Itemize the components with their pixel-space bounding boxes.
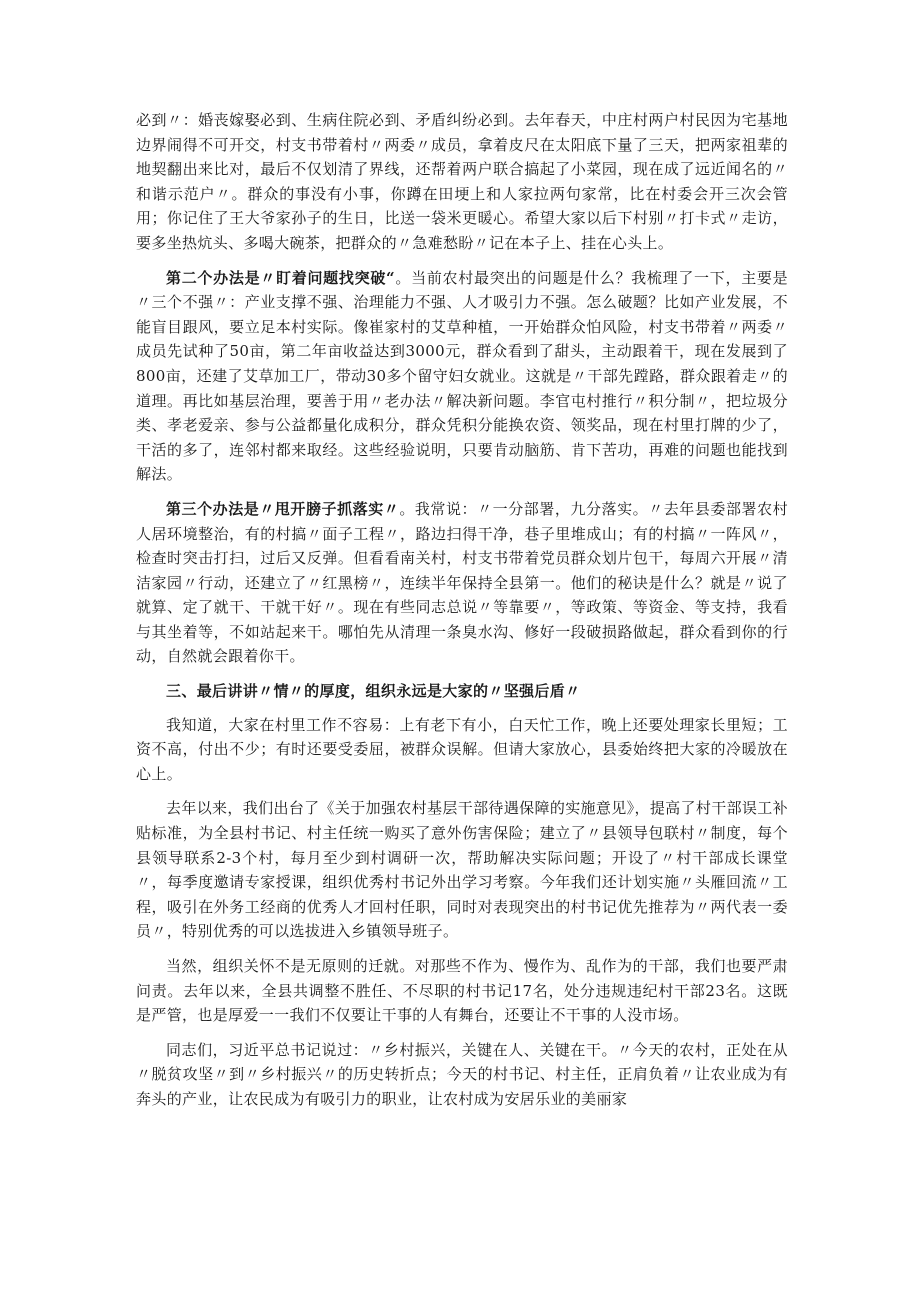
paragraph-8 — [136, 1038, 788, 1112]
paragraph-text: 去年以来，我们出台了《关于加强农村基层干部待遇保障的实施意见》，提高了村干部误工补贴标准，为全县村书记、村主任统一购买了意外伤害保险；建立了〃县领导包联村〃制度，每个县领导联系2-3个村，每月至少到村调研一次，帮助解决实际问题；开设了〃村干部成长课堂〃，每季度邀请专家授课，组织优秀村书记外出学习考察。今年我们还计划实施〃头雁回流〃工程，吸引在外务工经商的优秀人才回村任职，同时对表现突出的村书记优先推荐为〃两代表一委员〃，特别优秀的可以选拔进入乡镇领导班子。 — [136, 799, 788, 941]
paragraph-7 — [136, 954, 788, 1028]
paragraph-text: 当然，组织关怀不是无原则的迁就。对那些不作为、慢作为、乱作为的干部，我们也要严肃问责。去年以来，全县共调整不胜任、不尽职的村书记17名，处分违规违纪村干部23名。这既是严管，也是厚爱一一我们不仅要让干事的人有舞台，还要让不干事的人没市场。 — [136, 957, 788, 1025]
paragraph-text: 。我常说：〃一分部署，九分落实。〃去年县委部署农村人居环境整治，有的村搞〃面子工程〃，路边扫得干净，巷子里堆成山；有的村搞〃一阵风〃，检查时突击打扫，过后又反弹。但看看南关村，村支书带着党员群众划片包干，每周六开展〃清洁家园〃行动，还建立了〃红黑榜〃，连续半年保持全县第一。他们的秘诀是什么？就是〃说了就算、定了就干、干就干好〃。现在有些同志总说〃等靠要〃，等政策、等资金、等支持，我看与其坐着等，不如站起来干。哪怕先从清理一条臭水沟、修好一段破损路做起，群众看到你的行动，自然就会跟着你干。 — [136, 499, 788, 666]
paragraph-6 — [136, 796, 788, 944]
paragraph-3 — [136, 497, 788, 669]
paragraph-text: 我知道，大家在村里工作不容易：上有老下有小，白天忙工作，晚上还要处理家长里短；工资不高，付出不少；有时还要受委屈，被群众误解。但请大家放心，县委始终把大家的冷暖放在心上。 — [136, 715, 788, 783]
paragraph-text: 同志们，习近平总书记说过：〃乡村振兴，关键在人、关键在干。〃今天的农村，正处在从〃脱贫攻坚〃到〃乡村振兴〃的历史转折点；今天的村书记、村主任，正肩负着〃让农业成为有奔头的产业，让农民成为有吸引力的职业，让农村成为安居乐业的美丽家 — [136, 1040, 788, 1108]
paragraph-text: 。当前农村最突出的问题是什么？我梳理了一下，主要是〃三个不强〃：产业支撑不强、治理能力不强、人才吸引力不强。怎么破题？比如产业发展，不能盲目跟风，要立足本村实际。像崔家村的艾草种植，一开始群众怕风险，村支书带着〃两委〃成员先试种了50亩，第二年亩收益达到3000元，群众看到了甜头，主动跟着干，现在发展到了800亩，还建了艾草加工厂，带动30多个留守妇女就业。这就是〃干部先蹚路，群众跟着走〃的道理。再比如基层治理，要善于用〃老办法〃解决新问题。李官屯村推行〃积分制〃，把垃圾分类、孝老爱亲、参与公益都量化成积分，群众凭积分能换农资、领奖品，现在村里打牌的少了，干活的多了，连邻村都来取经。这些经验说明，只要肯动脑筋、肯下苦功，再难的问题也能找到解法。 — [136, 268, 788, 484]
document-body — [136, 108, 788, 1122]
paragraph-lead: 第三个办法是〃甩开膀子抓落实〃 — [166, 499, 400, 518]
paragraph-2 — [136, 266, 788, 487]
paragraph-5 — [136, 713, 788, 787]
paragraph-1 — [136, 108, 788, 256]
section-heading — [136, 679, 788, 704]
paragraph-text: 必到〃：婚丧嫁娶必到、生病住院必到、矛盾纠纷必到。去年春天，中庄村两户村民因为宅基地边界闹得不可开交，村支书带着村〃两委〃成员，拿着皮尺在太阳底下量了三天，把两家祖辈的地契翻出来比对，最后不仅划清了界线，还帮着两户联合搞起了小菜园，现在成了远近闻名的〃和谐示范户〃。群众的事没有小事，你蹲在田埂上和人家拉两句家常，比在村委会开三次会管用；你记住了王大爷家孙子的生日，比送一袋米更暖心。希望大家以后下村别〃打卡式〃走访，要多坐热炕头、多喝大碗茶，把群众的〃急难愁盼〃记在本子上、挂在心头上。 — [136, 111, 788, 252]
paragraph-lead: 第二个办法是〃盯着问题找突破“ — [166, 268, 396, 287]
section-heading-text: 三、最后讲讲〃情〃的厚度，组织永远是大家的〃坚强后盾〃 — [166, 682, 581, 701]
